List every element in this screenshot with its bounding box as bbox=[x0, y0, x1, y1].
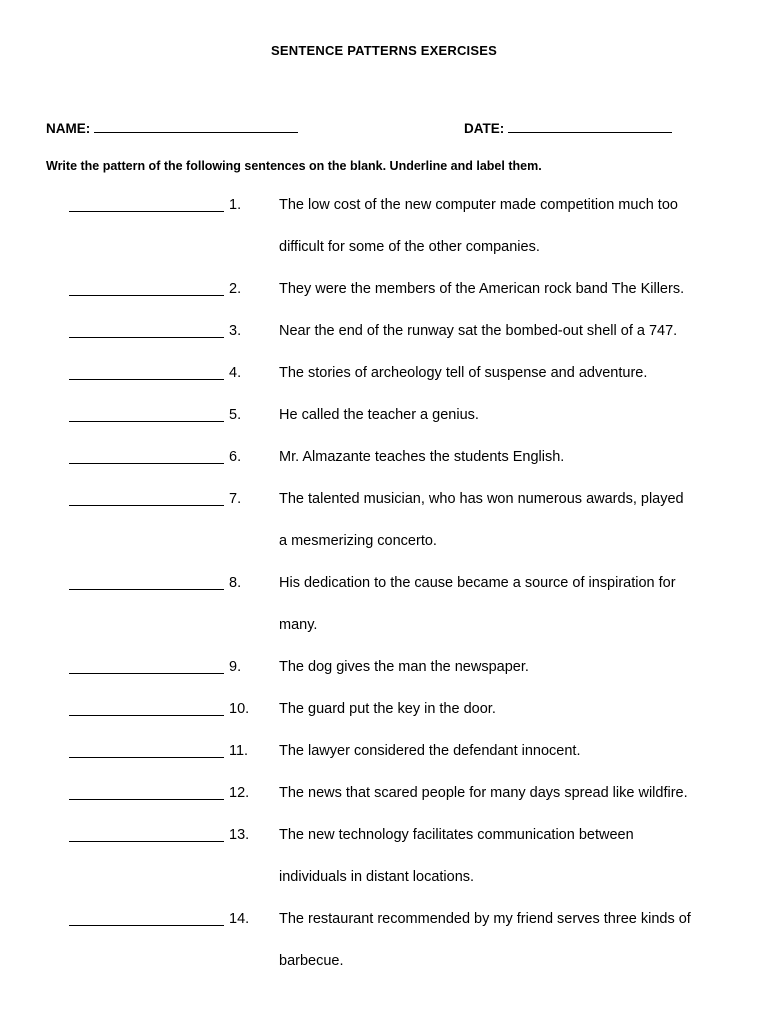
exercise-item bbox=[0, 898, 768, 982]
item-sentence bbox=[279, 898, 729, 982]
sentence-line: The restaurant recommended by my friend serves three kinds of bbox=[279, 911, 691, 927]
sentence-line: The stories of archeology tell of suspense and adventure. bbox=[279, 365, 648, 381]
item-number: 7. bbox=[229, 491, 242, 507]
answer-blank[interactable] bbox=[69, 337, 224, 338]
sentence-line: The news that scared people for many days spread like wildfire. bbox=[279, 785, 688, 801]
exercise-item bbox=[0, 562, 768, 646]
item-sentence bbox=[279, 814, 729, 898]
item-sentence bbox=[279, 562, 729, 646]
item-number: 14. bbox=[229, 911, 250, 927]
exercise-item bbox=[0, 394, 768, 436]
item-sentence bbox=[279, 436, 729, 478]
answer-blank[interactable] bbox=[69, 757, 224, 758]
exercise-item bbox=[0, 772, 768, 814]
sentence-line: individuals in distant locations. bbox=[279, 869, 475, 885]
sentence-line: The guard put the key in the door. bbox=[279, 701, 496, 717]
sentence-line: The talented musician, who has won numerous awards, played bbox=[279, 491, 684, 507]
exercise-item bbox=[0, 352, 768, 394]
sentence-line: barbecue. bbox=[279, 953, 344, 969]
sentence-line: The dog gives the man the newspaper. bbox=[279, 659, 529, 675]
item-sentence bbox=[279, 184, 729, 268]
item-sentence bbox=[279, 310, 729, 352]
answer-blank[interactable] bbox=[69, 715, 224, 716]
name-field bbox=[46, 120, 298, 136]
item-number: 2. bbox=[229, 281, 242, 297]
sentence-line: Near the end of the runway sat the bombed-out shell of a 747. bbox=[279, 323, 678, 339]
answer-blank[interactable] bbox=[69, 463, 224, 464]
exercise-item bbox=[0, 184, 768, 268]
item-number: 3. bbox=[229, 323, 242, 339]
item-number: 13. bbox=[229, 827, 250, 843]
exercise-item bbox=[0, 310, 768, 352]
sentence-line: many. bbox=[279, 617, 318, 633]
item-sentence bbox=[279, 478, 729, 562]
page-title: SENTENCE PATTERNS EXERCISES bbox=[271, 43, 497, 58]
item-sentence bbox=[279, 688, 729, 730]
item-number: 5. bbox=[229, 407, 242, 423]
item-number: 10. bbox=[229, 701, 250, 717]
date-blank[interactable] bbox=[508, 120, 672, 133]
item-number: 9. bbox=[229, 659, 242, 675]
sentence-line: The lawyer considered the defendant innocent. bbox=[279, 743, 581, 759]
answer-blank[interactable] bbox=[69, 211, 224, 212]
exercise-item bbox=[0, 478, 768, 562]
item-sentence bbox=[279, 394, 729, 436]
name-blank[interactable] bbox=[94, 120, 298, 133]
exercise-item bbox=[0, 268, 768, 310]
item-sentence bbox=[279, 730, 729, 772]
answer-blank[interactable] bbox=[69, 295, 224, 296]
instructions: Write the pattern of the following sentences on the blank. Underline and label them. bbox=[46, 159, 542, 173]
exercise-item bbox=[0, 814, 768, 898]
answer-blank[interactable] bbox=[69, 589, 224, 590]
date-label: DATE: bbox=[464, 121, 505, 136]
item-number: 12. bbox=[229, 785, 250, 801]
answer-blank[interactable] bbox=[69, 925, 224, 926]
item-number: 8. bbox=[229, 575, 242, 591]
item-number: 1. bbox=[229, 197, 242, 213]
exercise-item bbox=[0, 436, 768, 478]
exercise-item bbox=[0, 646, 768, 688]
name-label: NAME: bbox=[46, 121, 91, 136]
exercise-item bbox=[0, 730, 768, 772]
sentence-line: His dedication to the cause became a source of inspiration for bbox=[279, 575, 676, 591]
sentence-line: a mesmerizing concerto. bbox=[279, 533, 437, 549]
sentence-line: Mr. Almazante teaches the students English. bbox=[279, 449, 565, 465]
sentence-line: They were the members of the American rock band The Killers. bbox=[279, 281, 685, 297]
item-number: 6. bbox=[229, 449, 242, 465]
sentence-line: He called the teacher a genius. bbox=[279, 407, 479, 423]
item-sentence bbox=[279, 352, 729, 394]
sentence-line: difficult for some of the other companies. bbox=[279, 239, 540, 255]
item-number: 4. bbox=[229, 365, 242, 381]
item-sentence bbox=[279, 268, 729, 310]
answer-blank[interactable] bbox=[69, 505, 224, 506]
answer-blank[interactable] bbox=[69, 379, 224, 380]
answer-blank[interactable] bbox=[69, 841, 224, 842]
date-field bbox=[464, 120, 672, 136]
answer-blank[interactable] bbox=[69, 799, 224, 800]
item-sentence bbox=[279, 646, 729, 688]
sentence-line: The low cost of the new computer made competition much too bbox=[279, 197, 678, 213]
sentence-line: The new technology facilitates communication between bbox=[279, 827, 634, 843]
item-number: 11. bbox=[229, 743, 249, 759]
answer-blank[interactable] bbox=[69, 421, 224, 422]
answer-blank[interactable] bbox=[69, 673, 224, 674]
item-sentence bbox=[279, 772, 729, 814]
exercise-item bbox=[0, 688, 768, 730]
